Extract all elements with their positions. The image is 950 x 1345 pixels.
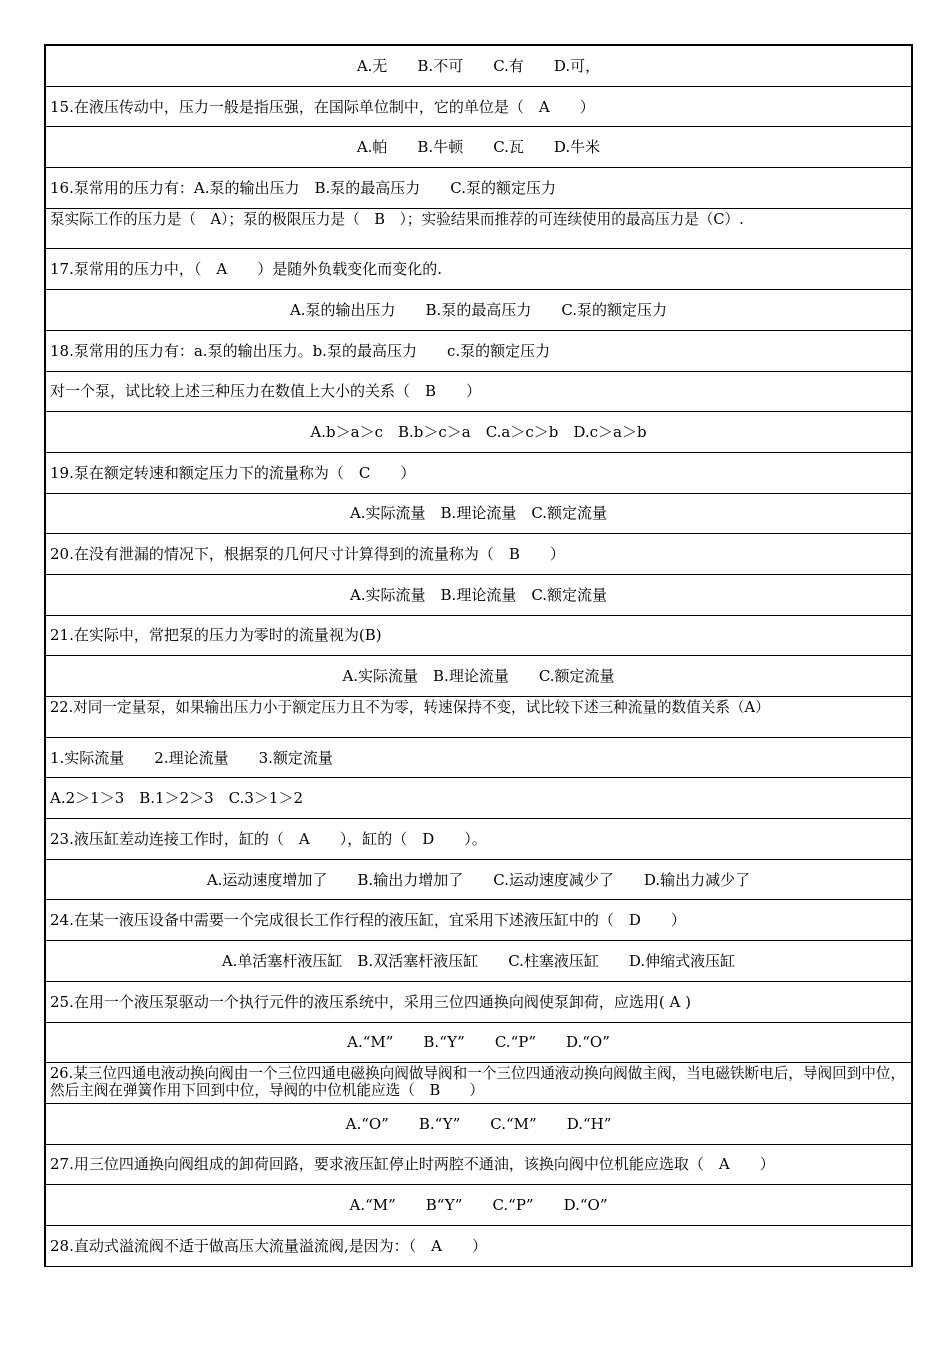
row-text: 17.泵常用的压力中，（ A ）是随外负载变化而变化的. <box>50 260 442 279</box>
sheet-row <box>44 778 913 819</box>
row-text: A.运动速度增加了 B.输出力增加了 C.运动速度减少了 D.输出力减少了 <box>206 870 751 889</box>
sheet-row <box>44 46 913 87</box>
sheet-row <box>44 860 913 901</box>
row-text: A.实际流量 B.理论流量 C.额定流量 <box>349 504 608 523</box>
sheet-row <box>44 697 913 738</box>
row-text: 24.在某一液压设备中需要一个完成很长工作行程的液压缸，宜采用下述液压缸中的（ D ） <box>50 911 686 930</box>
sheet-row <box>44 249 913 290</box>
sheet-row <box>44 738 913 779</box>
row-text: 25.在用一个液压泵驱动一个执行元件的液压系统中，采用三位四通换向阀使泵卸荷，应选用( A ) <box>50 992 691 1011</box>
row-text: A.“O” B.“Y” C.“M” D.“H” <box>345 1114 612 1133</box>
sheet-row <box>44 819 913 860</box>
sheet-row <box>44 1104 913 1145</box>
row-text: A.无 B.不可 C.有 D.可， <box>356 56 601 75</box>
row-text: A.“M” B“Y” C.“P” D.“O” <box>349 1196 608 1215</box>
row-text: A.实际流量 B.理论流量 C.额定流量 <box>349 585 608 604</box>
sheet-row <box>44 616 913 657</box>
sheet-row <box>44 1226 913 1267</box>
row-text: 18.泵常用的压力有：a.泵的输出压力。b.泵的最高压力 c.泵的额定压力 <box>50 341 551 360</box>
sheet-row <box>44 168 913 209</box>
question-sheet <box>44 44 913 1267</box>
row-text: 泵实际工作的压力是（ A）；泵的极限压力是（ B ）；实验结果而推荐的可连续使用的最高压力是（C）. <box>50 210 744 228</box>
sheet-row <box>44 1185 913 1226</box>
sheet-row <box>44 1063 913 1104</box>
sheet-row <box>44 982 913 1023</box>
sheet-row <box>44 900 913 941</box>
row-text: 28.直动式溢流阀不适于做高压大流量溢流阀,是因为：（ A ） <box>50 1236 487 1255</box>
sheet-row <box>44 575 913 616</box>
sheet-row <box>44 453 913 494</box>
sheet-row <box>44 534 913 575</box>
sheet-row <box>44 656 913 697</box>
sheet-row <box>44 372 913 413</box>
row-text: 23.液压缸差动连接工作时，缸的（ A ），缸的（ D ）。 <box>50 829 487 848</box>
row-text: 22.对同一定量泵，如果输出压力小于额定压力且不为零，转速保持不变，试比较下述三种流量的数值关系（A） <box>50 699 770 716</box>
sheet-row <box>44 1023 913 1064</box>
row-text: 1.实际流量 2.理论流量 3.额定流量 <box>50 748 333 767</box>
row-text: 20.在没有泄漏的情况下，根据泵的几何尺寸计算得到的流量称为（ B ） <box>50 545 565 564</box>
row-text: 15.在液压传动中，压力一般是指压强，在国际单位制中，它的单位是（ A ） <box>50 97 595 116</box>
row-text: 19.泵在额定转速和额定压力下的流量称为（ C ） <box>50 463 416 482</box>
row-text: A.帕 B.牛顿 C.瓦 D.牛米 <box>356 138 601 157</box>
sheet-row <box>44 412 913 453</box>
row-text: A.“M” B.“Y” C.“P” D.“O” <box>347 1033 610 1052</box>
row-text: 26.某三位四通电液动换向阀由一个三位四通电磁换向阀做导阀和一个三位四通液动换向阀做主阀，当电磁铁断电后，导阀回到中位，然后主阀在弹簧作用下回到中位，导阀的中位机能应选（ B ） <box>50 1065 906 1100</box>
sheet-row <box>44 87 913 128</box>
sheet-row <box>44 331 913 372</box>
sheet-row <box>44 494 913 535</box>
sheet-row <box>44 290 913 331</box>
sheet-row <box>44 127 913 168</box>
row-text: A.2＞1＞3 B.1＞2＞3 C.3＞1＞2 <box>50 789 303 808</box>
row-text: A.b＞a＞c B.b＞c＞a C.a＞c＞b D.c＞a＞b <box>310 423 647 442</box>
row-text: A.泵的输出压力 B.泵的最高压力 C.泵的额定压力 <box>289 300 668 319</box>
row-text: A.单活塞杆液压缸 B.双活塞杆液压缸 C.柱塞液压缸 D.伸缩式液压缸 <box>221 951 736 970</box>
sheet-row <box>44 209 913 250</box>
row-text: 对一个泵，试比较上述三种压力在数值上大小的关系（ B ） <box>50 382 482 401</box>
sheet-row <box>44 941 913 982</box>
row-text: 21.在实际中，常把泵的压力为零时的流量视为(B) <box>50 626 382 645</box>
row-text: 27.用三位四通换向阀组成的卸荷回路，要求液压缸停止时两腔不通油，该换向阀中位机能应选取（ A ） <box>50 1155 775 1174</box>
row-text: 16.泵常用的压力有：A.泵的输出压力 B.泵的最高压力 C.泵的额定压力 <box>50 178 556 197</box>
row-text: A.实际流量 B.理论流量 C.额定流量 <box>342 667 615 686</box>
sheet-row <box>44 1145 913 1186</box>
